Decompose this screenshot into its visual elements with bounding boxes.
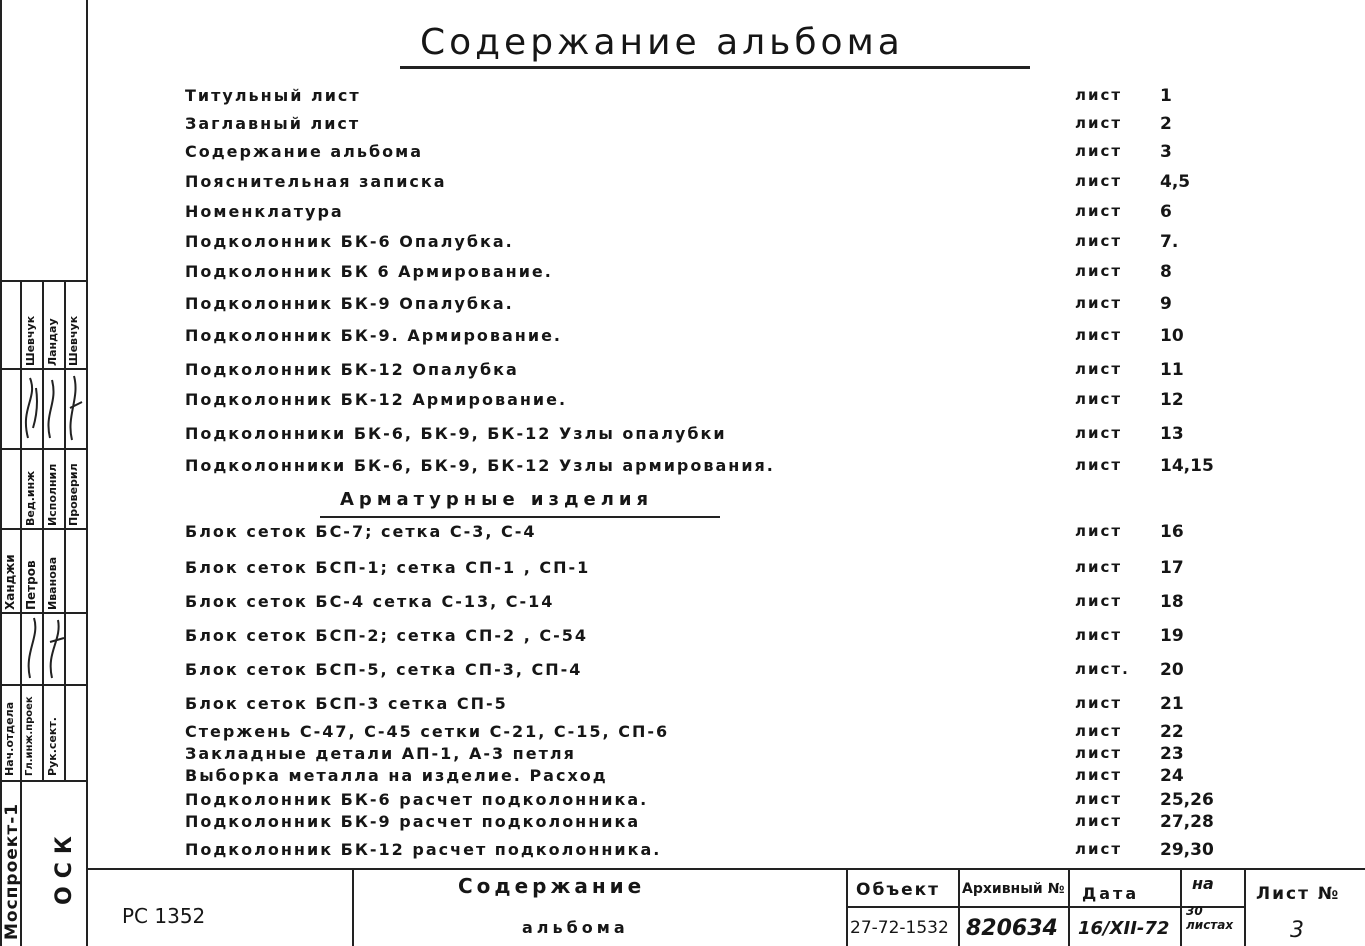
- entry-title: Выборка металла на изделие. Расход: [185, 766, 608, 785]
- entry-title: Блок сеток БСП-2; сетка СП-2 , С-54: [185, 626, 589, 645]
- entry-sheet-label: лист: [1075, 202, 1123, 220]
- total-sheets-label: на: [1192, 874, 1214, 893]
- name-shevchuk-2: Шевчук: [67, 315, 80, 366]
- stamp-doc-title-1: Содержание: [458, 874, 646, 898]
- entry-sheet-label: лист: [1075, 232, 1123, 250]
- title-underline: [400, 66, 1030, 69]
- sheet-number-label: Лист №: [1256, 884, 1341, 904]
- stamp-col-6: [1244, 868, 1246, 946]
- entry-sheet-number: 29,30: [1160, 840, 1214, 860]
- role-lead-eng: Вед.инж: [24, 470, 37, 526]
- entry-sheet-number: 27,28: [1160, 812, 1214, 832]
- org-name: Моспроект-1: [2, 802, 22, 940]
- object-value: 27-72-1532: [850, 918, 949, 938]
- entry-sheet-label: лист: [1075, 626, 1123, 644]
- entry-sheet-number: 6: [1160, 202, 1172, 222]
- entry-sheet-number: 21: [1160, 694, 1184, 714]
- entry-sheet-label: лист: [1075, 722, 1123, 740]
- stamp-col-1: [352, 868, 354, 946]
- entry-sheet-label: лист: [1075, 172, 1123, 190]
- signatures-lower: [0, 612, 88, 684]
- entry-title: Блок сеток БСП-3 сетка СП-5: [185, 694, 508, 713]
- entry-title: Блок сеток БСП-1; сетка СП-1 , СП-1: [185, 558, 591, 577]
- entry-sheet-number: 7.: [1160, 232, 1179, 252]
- name-shevchuk: Шевчук: [24, 315, 37, 366]
- name-ivanova: Иванова: [46, 556, 59, 610]
- entry-title: Подколонник БК-6 расчет подколонника.: [185, 790, 649, 809]
- stamp-hline-1: [0, 280, 88, 282]
- entry-sheet-number: 9: [1160, 294, 1172, 314]
- entry-title: Подколонники БК-6, БК-9, БК-12 Узлы армирования.: [185, 456, 775, 475]
- entry-title: Подколонник БК-6 Опалубка.: [185, 232, 514, 251]
- role-checker: Проверил: [67, 463, 80, 526]
- sheet-number-value: 3: [1290, 918, 1304, 943]
- role-head: Нач.отдела: [3, 701, 16, 776]
- entry-sheet-number: 3: [1160, 142, 1172, 162]
- date-value: 16/XII-72: [1078, 918, 1170, 939]
- entry-sheet-label: лист: [1075, 694, 1123, 712]
- entry-sheet-label: лист: [1075, 360, 1123, 378]
- entry-sheet-number: 24: [1160, 766, 1184, 786]
- frame-line-inner: [86, 0, 88, 946]
- object-label: Объект: [856, 880, 941, 900]
- entry-sheet-label: лист: [1075, 114, 1123, 132]
- entry-sheet-number: 2: [1160, 114, 1172, 134]
- entry-sheet-number: 22: [1160, 722, 1184, 742]
- date-label: Дата: [1082, 884, 1140, 903]
- entry-sheet-number: 17: [1160, 558, 1184, 578]
- entry-sheet-label: лист: [1075, 424, 1123, 442]
- signatures-upper: [0, 368, 88, 448]
- entry-sheet-label: лист: [1075, 812, 1123, 830]
- entry-title: Подколонник БК-9 расчет подколонника: [185, 812, 641, 831]
- stamp-mid-line: [846, 906, 1244, 908]
- entry-sheet-number: 16: [1160, 522, 1184, 542]
- archive-value: 820634: [966, 916, 1058, 941]
- entry-sheet-label: лист: [1075, 326, 1123, 344]
- entry-sheet-number: 12: [1160, 390, 1184, 410]
- stamp-hline-3: [0, 448, 88, 450]
- entry-title: Подколонник БК-9. Армирование.: [185, 326, 562, 345]
- entry-sheet-label: лист: [1075, 592, 1123, 610]
- entry-sheet-number: 20: [1160, 660, 1184, 680]
- entry-sheet-number: 4,5: [1160, 172, 1191, 192]
- page-title: Содержание альбома: [420, 22, 904, 63]
- entry-sheet-label: лист: [1075, 262, 1123, 280]
- entry-sheet-label: лист: [1075, 294, 1123, 312]
- entry-title: Заглавный лист: [185, 114, 361, 133]
- entry-sheet-label: лист: [1075, 522, 1123, 540]
- stamp-top-border: [86, 868, 1365, 870]
- entry-title: Пояснительная записка: [185, 172, 447, 191]
- total-sheets-value: 30 листах: [1186, 904, 1234, 932]
- entry-sheet-label: лист: [1075, 744, 1123, 762]
- stamp-hline-7: [0, 780, 88, 782]
- entry-sheet-label: лист: [1075, 390, 1123, 408]
- dept-name: ОСК: [52, 828, 77, 905]
- stamp-line-3: [64, 280, 66, 780]
- archive-label: Архивный №: [962, 881, 1065, 897]
- entry-sheet-label: лист.: [1075, 660, 1130, 678]
- entry-sheet-number: 8: [1160, 262, 1172, 282]
- entry-sheet-number: 19: [1160, 626, 1184, 646]
- entry-title: Подколонник БК-12 Армирование.: [185, 390, 568, 409]
- entry-sheet-label: лист: [1075, 790, 1123, 808]
- entry-sheet-number: 10: [1160, 326, 1184, 346]
- entry-title: Блок сеток БСП-5, сетка СП-3, СП-4: [185, 660, 583, 679]
- name-khandzhi: Ханджи: [3, 554, 17, 610]
- entry-sheet-number: 14,15: [1160, 456, 1214, 476]
- album-code: РС 1352: [122, 904, 206, 928]
- entry-title: Подколонник БК-12 расчет подколонника.: [185, 840, 662, 859]
- entry-title: Подколонник БК-9 Опалубка.: [185, 294, 514, 313]
- entry-title: Подколонники БК-6, БК-9, БК-12 Узлы опалубки: [185, 424, 727, 443]
- entry-sheet-number: 13: [1160, 424, 1184, 444]
- entry-sheet-label: лист: [1075, 86, 1123, 104]
- entry-sheet-number: 11: [1160, 360, 1184, 380]
- stamp-hline-4: [0, 528, 88, 530]
- entry-title: Содержание альбома: [185, 142, 424, 161]
- entry-title: Блок сеток БС-7; сетка С-3, С-4: [185, 522, 537, 541]
- entry-title: Закладные детали АП-1, А-3 петля: [185, 744, 576, 763]
- role-sector: Рук.сект.: [46, 717, 59, 776]
- stamp-hline-6: [0, 684, 88, 686]
- entry-title: Подколонник БК-12 Опалубка: [185, 360, 519, 379]
- entry-sheet-label: лист: [1075, 142, 1123, 160]
- entry-sheet-label: лист: [1075, 766, 1123, 784]
- entry-sheet-label: лист: [1075, 558, 1123, 576]
- role-chief-eng: Гл.инж.проек: [24, 696, 35, 776]
- role-executor: Исполнил: [46, 463, 59, 526]
- entry-title: Подколонник БК 6 Армирование.: [185, 262, 553, 281]
- stamp-doc-title-2: альбома: [522, 918, 629, 937]
- section-heading-underline: [320, 516, 720, 518]
- entry-sheet-label: лист: [1075, 840, 1123, 858]
- entry-title: Номенклатура: [185, 202, 344, 221]
- entry-sheet-number: 18: [1160, 592, 1184, 612]
- name-landau: Ландау: [46, 318, 59, 366]
- entry-sheet-number: 1: [1160, 86, 1172, 106]
- entry-sheet-number: 23: [1160, 744, 1184, 764]
- name-petrov: Петров: [24, 560, 38, 610]
- entry-sheet-label: лист: [1075, 456, 1123, 474]
- entry-sheet-number: 25,26: [1160, 790, 1214, 810]
- stamp-line-2: [42, 280, 44, 780]
- entry-title: Стержень С-47, С-45 сетки С-21, С-15, СП-6: [185, 722, 670, 741]
- section-heading: Арматурные изделия: [340, 489, 654, 510]
- entry-title: Блок сеток БС-4 сетка С-13, С-14: [185, 592, 555, 611]
- entry-title: Титульный лист: [185, 86, 361, 105]
